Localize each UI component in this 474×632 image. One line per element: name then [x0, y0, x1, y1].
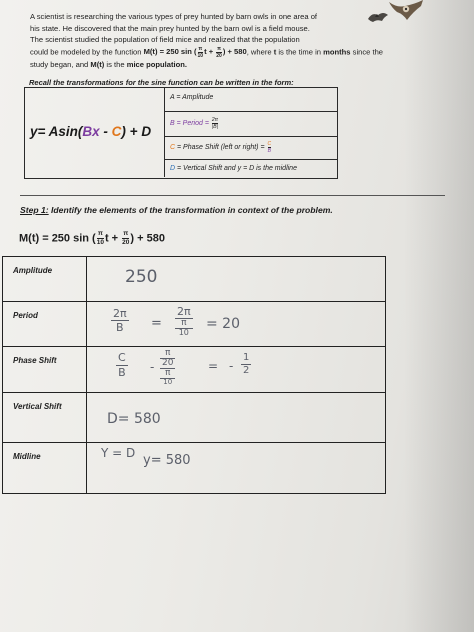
phase-result: 1 2 [243, 352, 250, 376]
midline-answer: y= 580 [143, 453, 191, 468]
fraction: $\frac{C}{B}$ [267, 140, 272, 154]
step-1-instruction: Step 1: Identify the elements of the transformation in context of the problem. [20, 205, 333, 215]
vertical-shift-definition: D = Vertical Shift and y = D is the midline [170, 165, 297, 172]
table-row [3, 302, 385, 347]
phase-step-1: C B [118, 351, 126, 379]
model-function: M(t) = 250 sin ( $\frac{\pi}{10}$ t + $\frac{\pi}{20}$ ) + 580 [19, 230, 165, 246]
table-row [3, 257, 385, 302]
table-row [3, 393, 385, 443]
row-label-period: Period [13, 311, 38, 320]
phase-shift-definition: C = Phase Shift (left or right) = $\frac{C}{B}$ [165, 137, 337, 160]
fraction: $\frac{2\pi}{|B|}$ [211, 116, 218, 130]
problem-line-2: his state. He discovered that the main prey hunted by the barn owl is a field mouse. [30, 23, 310, 33]
period-result: = 20 [206, 316, 240, 332]
page-shadow [404, 0, 474, 632]
fraction: $\frac{\pi}{20}$ [122, 230, 130, 246]
phase-result-minus: - [229, 359, 234, 373]
vertical-shift-answer: D= 580 [107, 411, 161, 427]
problem-line-3: The scientist studied the population of field mice and realized that the population [30, 35, 300, 45]
period-step-1: 2π B [113, 307, 127, 334]
row-label-midline: Midline [13, 452, 41, 461]
amplitude-definition: A = Amplitude [165, 88, 337, 112]
problem-function: M(t) = 250 sin ( $\frac{\pi}{10}$ t + $\frac{\pi}{20}$ ) + 580 [143, 45, 247, 59]
general-form-cell [25, 88, 165, 177]
fraction: $\frac{\pi}{20}$ [216, 45, 222, 59]
sine-general-form: y= Asin(Bx - C) + D [30, 124, 152, 139]
problem-statement [30, 11, 435, 70]
period-equals: = [151, 316, 162, 331]
fraction: $\frac{\pi}{10}$ [96, 230, 104, 246]
answer-table [2, 256, 386, 494]
fraction: $\frac{\pi}{10}$ [197, 45, 204, 59]
period-step-2: 2π π 10 [177, 305, 191, 337]
problem-line-4: could be modeled by the function M(t) = 250 sin ( $\frac{\pi}{10}$ t + $\frac{\pi}{20}$ ) + 580, where t is the time in months since the [30, 45, 384, 59]
section-divider [20, 195, 445, 196]
row-label-amplitude: Amplitude [13, 266, 53, 275]
amplitude-answer: 250 [125, 267, 158, 287]
row-label-phase-shift: Phase Shift [13, 356, 57, 365]
problem-line-1: A scientist is researching the various types of prey hunted by barn owls in one area of [30, 12, 318, 21]
table-row [3, 443, 385, 493]
phase-step-2: π 20 π 10 [162, 348, 174, 386]
transformation-reference-table [24, 87, 338, 179]
row-label-vertical-shift: Vertical Shift [13, 402, 62, 411]
problem-line-5: study began, and M(t) is the mice population. [30, 59, 188, 69]
midline-step-1: Y = D [101, 446, 136, 460]
recall-heading: Recall the transformations for the sine function can be written in the form: [29, 78, 294, 87]
phase-equals: = [208, 359, 219, 373]
table-row [3, 347, 385, 393]
phase-minus: - [150, 360, 155, 374]
period-definition: B = Period = $\frac{2\pi}{|B|}$ [165, 112, 337, 137]
